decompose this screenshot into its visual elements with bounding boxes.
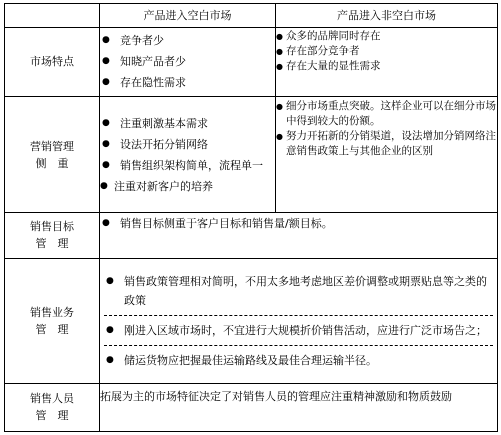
cell-non-blank-market-features (276, 27, 498, 97)
bullet-icon: ● (276, 132, 283, 142)
list-item: ● 存在部分竞争者 (276, 44, 360, 57)
row-label-sales-business: 销售业务 管 理 (5, 258, 100, 383)
header-non-blank-market: 产品进入非空白市场 (276, 4, 498, 28)
list-item: ● 储运货物应把握最佳运输路线及最佳合理运输半径。 (104, 346, 493, 375)
row-label-marketing-focus: 营销管理 侧 重 (5, 97, 100, 213)
table-row (5, 383, 498, 431)
bullet-icon: ● (106, 354, 114, 365)
cell-blank-marketing-focus (100, 97, 276, 213)
list-item: ● 知晓产品者少 (102, 55, 186, 69)
list-item: ● 设法开拓分销网络 (102, 137, 208, 151)
cell-sales-target (100, 212, 498, 258)
table-row (5, 97, 498, 213)
header-blank-market: 产品进入空白市场 (100, 4, 276, 28)
table-row (5, 258, 498, 383)
bullet-icon: ● (276, 102, 283, 112)
bullet-icon: ● (276, 61, 283, 71)
list-item: ● 细分市场重点突破。这样企业可以在细分市场中得到较大的份额。 (276, 100, 496, 128)
cell-sales-staff: 拓展为主的市场特征决定了对销售人员的管理应注重精神激励和物质鼓励 (100, 383, 498, 431)
comparison-table (4, 3, 498, 432)
bullet-icon: ● (276, 31, 283, 41)
list-item: ● 销售目标侧重于客户目标和销售量/额目标。 (102, 216, 333, 230)
cell-non-blank-marketing-focus (276, 97, 498, 213)
bullet-icon: ● (102, 35, 110, 46)
row-label-text: 市场特点 (30, 55, 74, 69)
bullet-icon: ● (106, 324, 114, 335)
list-item: ● 销售政策管理相对简明，不用太多地考虑地区差价调整或期票贴息等之类的政策 (104, 267, 493, 316)
bullet-icon: ● (102, 56, 110, 67)
cell-sales-business (100, 258, 498, 383)
list-item: ● 销售组织架构简单，流程单一 (102, 158, 263, 172)
list-item: ● 注重对新客户的培养 (100, 179, 213, 193)
list-item: ● 存在大量的显性需求 (276, 59, 381, 72)
bullet-icon: ● (102, 77, 110, 88)
row-label-market-features (5, 27, 100, 97)
list-item: ● 努力开拓新的分销渠道，设法增加分销网络注意销售政策上与其他企业的区别 (276, 130, 496, 158)
bullet-icon: ● (102, 117, 110, 128)
header-corner (5, 4, 100, 28)
list-item: ● 存在隐性需求 (102, 76, 186, 90)
table-row (5, 212, 498, 258)
bullet-icon: ● (276, 46, 283, 56)
row-label-sales-target: 销售目标 管 理 (5, 212, 100, 258)
list-item: ● 竞争者少 (102, 34, 164, 48)
bullet-icon: ● (106, 275, 114, 286)
header-row (5, 4, 498, 28)
row-label-sales-staff: 销售人员 管 理 (5, 383, 100, 431)
list-item: ● 注重刺激基本需求 (102, 116, 208, 130)
bullet-icon: ● (102, 217, 110, 228)
cell-blank-market-features (100, 27, 276, 97)
bullet-icon: ● (100, 180, 108, 191)
bullet-icon: ● (102, 159, 110, 170)
bullet-icon: ● (102, 138, 110, 149)
table-row (5, 27, 498, 97)
list-item: ● 众多的品牌同时存在 (276, 29, 381, 42)
list-item: ● 刚进入区域市场时，不宜进行大规模折价销售活动，应进行广泛市场告之； (104, 316, 493, 346)
